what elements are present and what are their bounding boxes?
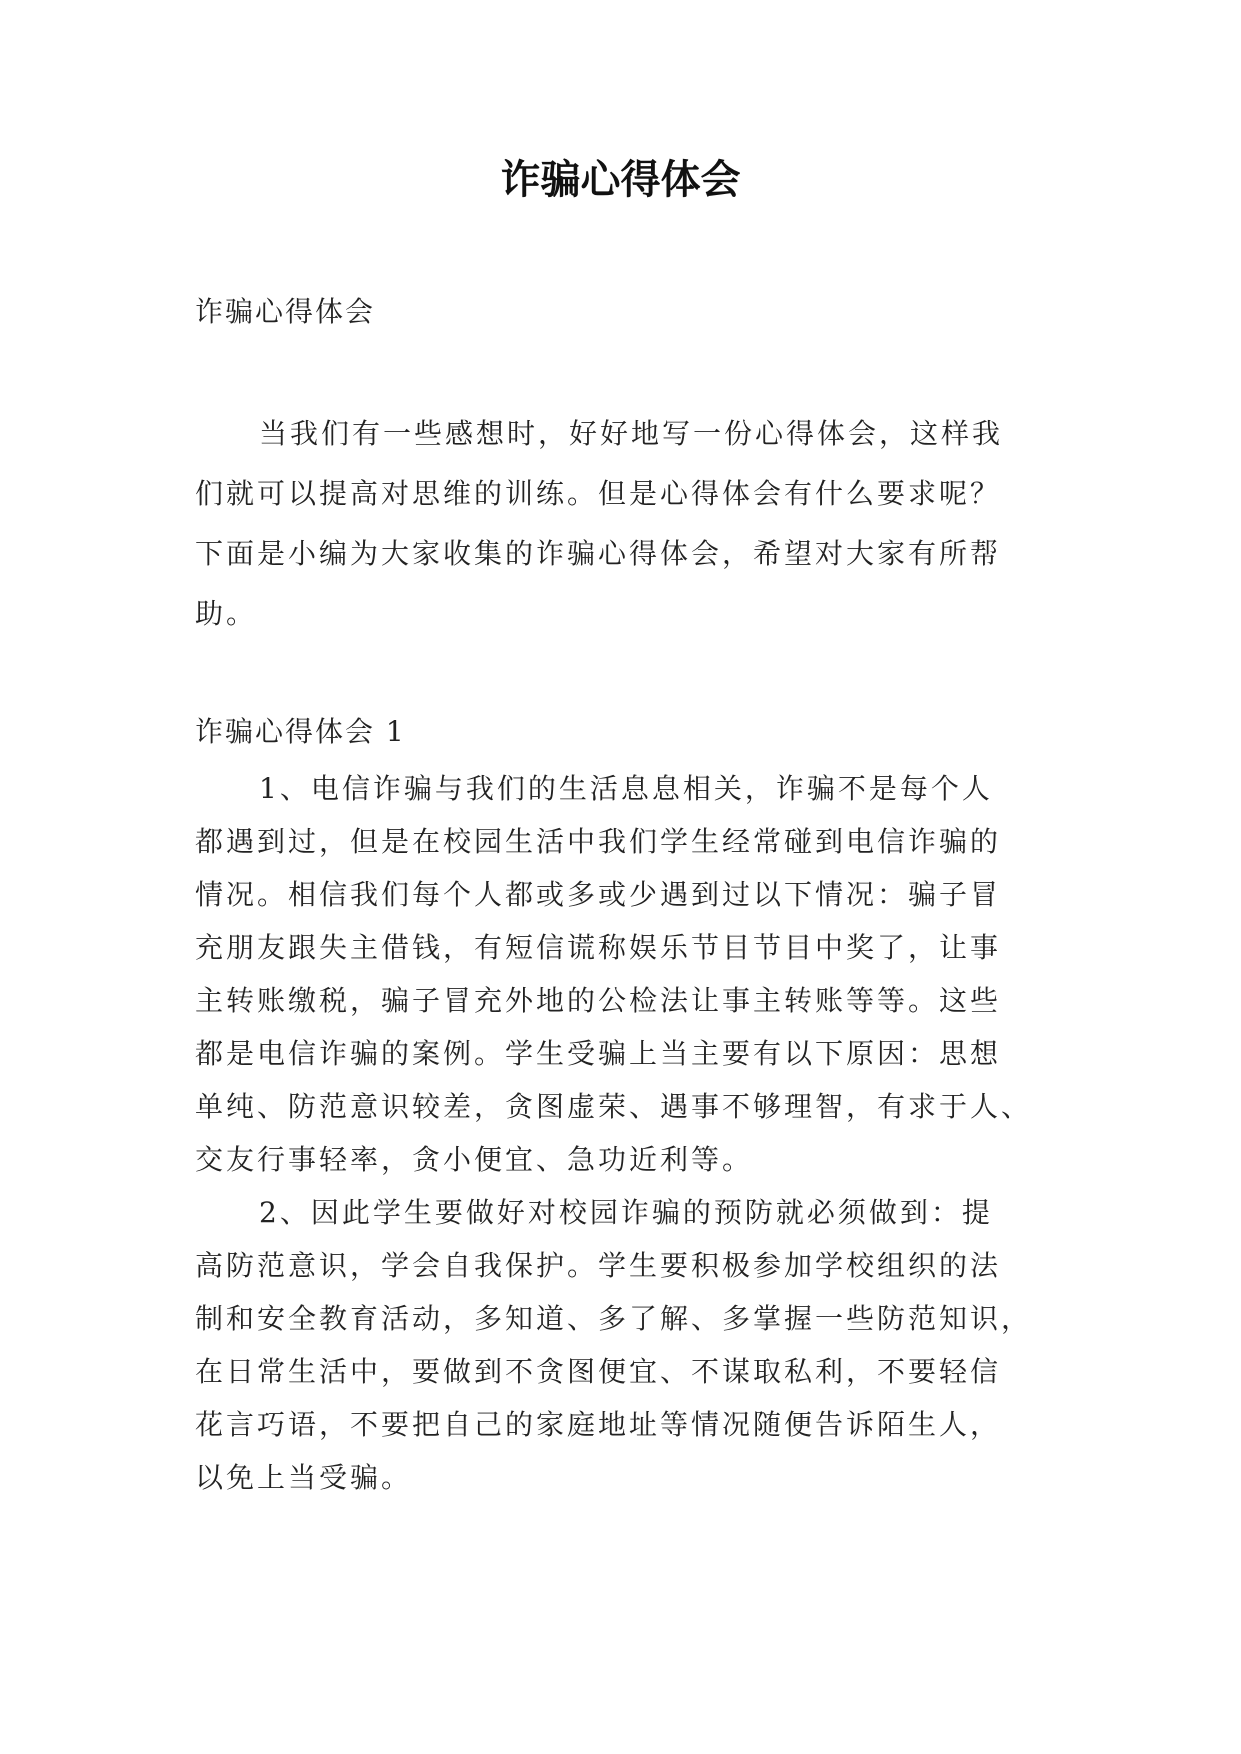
paragraph-line: 交友行事轻率，贪小便宜、急功近利等。 xyxy=(195,1143,754,1176)
paragraph-line: 在日常生活中，要做到不贪图便宜、不谋取私利，不要轻信 xyxy=(195,1355,1002,1388)
paragraph-line: 充朋友跟失主借钱，有短信谎称娱乐节目节目中奖了，让事 xyxy=(195,931,1002,964)
paragraph-line: 单纯、防范意识较差，贪图虚荣、遇事不够理智，有求于人、 xyxy=(195,1090,1033,1123)
paragraph-line: 制和安全教育活动，多知道、多了解、多掌握一些防范知识， xyxy=(195,1302,1033,1335)
paragraph-line: 1、电信诈骗与我们的生活息息相关，诈骗不是每个人 xyxy=(259,772,993,805)
document-body xyxy=(195,285,1050,1504)
intro-paragraph xyxy=(195,404,1050,644)
paragraph-2 xyxy=(195,1186,1050,1504)
paragraph-1 xyxy=(195,762,1050,1186)
paragraph-line: 都是电信诈骗的案例。学生受骗上当主要有以下原因：思想 xyxy=(195,1037,1002,1070)
spacer xyxy=(195,342,1050,402)
intro-line: 当我们有一些感想时，好好地写一份心得体会，这样我 xyxy=(259,417,1004,450)
intro-line: 下面是小编为大家收集的诈骗心得体会，希望对大家有所帮 xyxy=(195,537,1002,570)
paragraph-line: 主转账缴税，骗子冒充外地的公检法让事主转账等等。这些 xyxy=(195,984,1002,1017)
section-heading: 诈骗心得体会 1 xyxy=(195,715,406,748)
paragraph-line: 2、因此学生要做好对校园诈骗的预防就必须做到：提 xyxy=(259,1196,993,1229)
document-subtitle: 诈骗心得体会 xyxy=(195,295,376,328)
intro-line: 助。 xyxy=(195,597,258,630)
paragraph-line: 都遇到过，但是在校园生活中我们学生经常碰到电信诈骗的 xyxy=(195,825,1002,858)
paragraph-line: 情况。相信我们每个人都或多或少遇到过以下情况：骗子冒 xyxy=(195,878,1002,911)
spacer xyxy=(195,644,1050,702)
paragraph-line: 花言巧语，不要把自己的家庭地址等情况随便告诉陌生人， xyxy=(195,1408,1002,1441)
intro-line: 们就可以提高对思维的训练。但是心得体会有什么要求呢？ xyxy=(195,477,1002,510)
paragraph-line: 高防范意识，学会自我保护。学生要积极参加学校组织的法 xyxy=(195,1249,1002,1282)
document-title: 诈骗心得体会 xyxy=(500,157,741,203)
paragraph-line: 以免上当受骗。 xyxy=(195,1461,413,1494)
